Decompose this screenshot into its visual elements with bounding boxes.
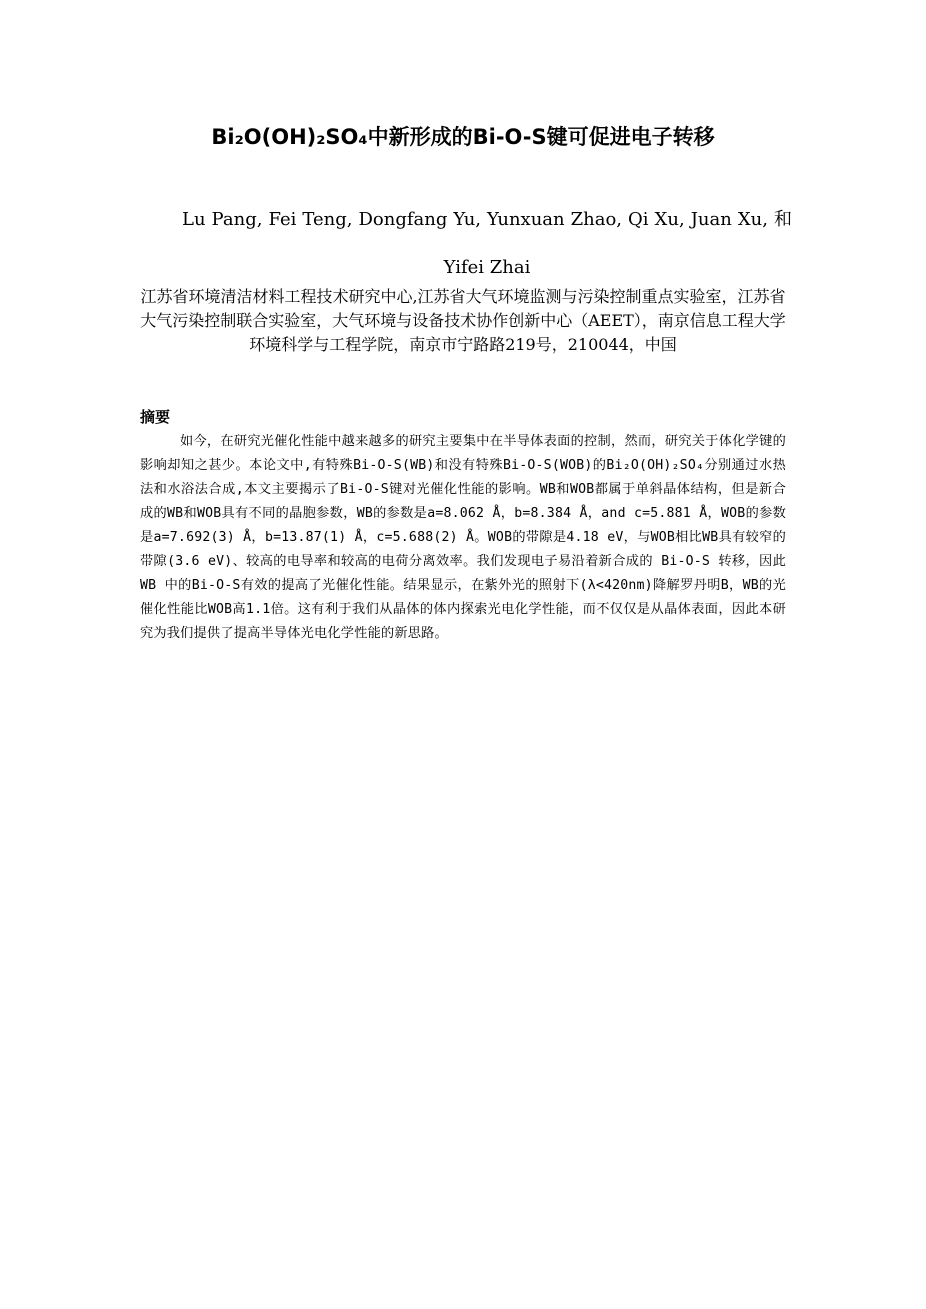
paper-title: Bi₂O(OH)₂SO₄中新形成的Bi-O-S键可促进电子转移 — [211, 125, 715, 149]
affiliation: 江苏省环境清洁材料工程技术研究中心,江苏省大气环境监测与污染控制重点实验室，江苏省大气污染控制联合实验室，大气环境与设备技术协作创新中心（AEET），南京信息工程大学环境科学与工程学院，南京市宁路路219号，210044，中国 — [140, 287, 786, 354]
author-list: Lu Pang, Fei Teng, Dongfang Yu, Yunxuan Zhao, Qi Xu, Juan Xu, 和 Yifei Zhai — [182, 209, 792, 278]
abstract-body: 如今，在研究光催化性能中越来越多的研究主要集中在半导体表面的控制，然而，研究关于体化学键的影响却知之甚少。本论文中,有特殊Bi-O-S(WB)和没有特殊Bi-O-S(WOB)的Bi₂O(OH)₂SO₄分别通过水热法和水浴法合成,本文主要揭示了Bi-O-S键对光催化性能的影响。WB和WOB都属于单斜晶体结构，但是新合成的WB和WOB具有不同的晶胞参数，WB的参数是a=8.062 Å，b=8.384 Å，and c=5.881 Å，WOB的参数是a=7.692(3) Å，b=13.87(1) Å，c=5.688(2) Å。WOB的带隙是4.18 eV，与WOB相比WB具有较窄的带隙(3.6 eV)、较高的电导率和较高的电荷分离效率。我们发现电子易沿着新合成的 Bi-O-S 转移，因此 WB 中的Bi-O-S有效的提高了光催化性能。结果显示，在紫外光的照射下(λ<420nm)降解罗丹明B，WB的光催化性能比WOB高1.1倍。这有利于我们从晶体的体内探索光电化学性能，而不仅仅是从晶体表面，因此本研究为我们提供了提高半导体光电化学性能的新思路。 — [140, 434, 786, 641]
abstract-heading: 摘要 — [140, 408, 171, 426]
